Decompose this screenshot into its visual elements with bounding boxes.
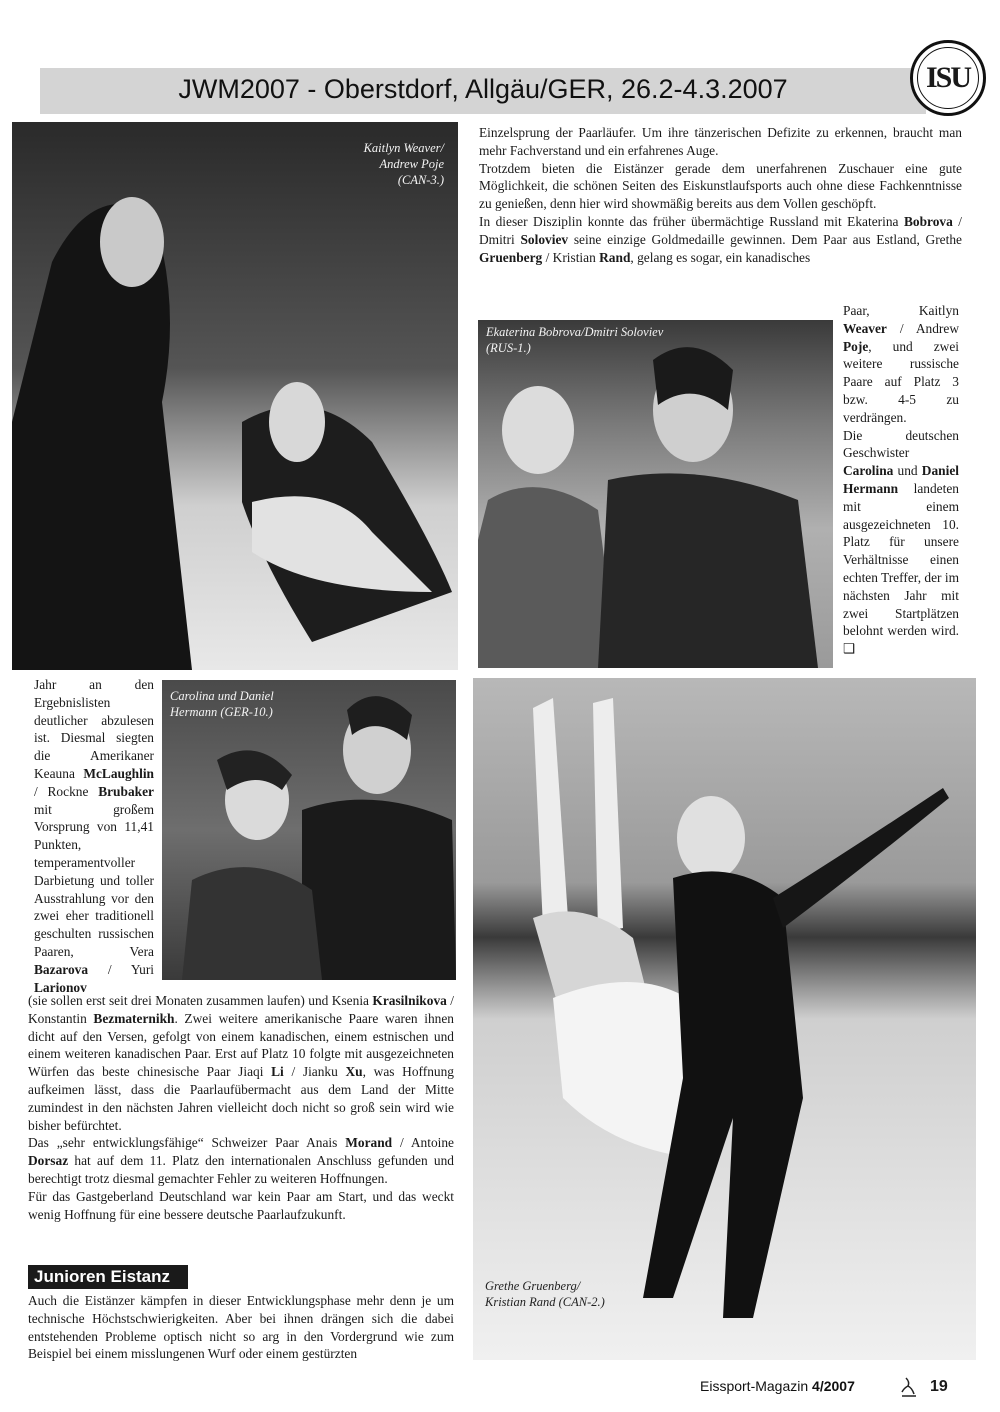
article-text-section: Auch die Eistänzer kämpfen in dieser Entwicklungsphase mehr denn je um technische Höchstschwierigkeiten. Aber bei ihnen drängen sich die dabei entstehenden Probleme optisch nicht so arg in den Vordergrund wie zum Beispiel bei einem misslungenen Wurf oder einem gestürzten [28,1293,454,1362]
isu-logo [910,40,986,116]
article-text-bottom-left: (sie sollen erst seit drei Monaten zusammen laufen) und Ksenia Krasilnikova / Konstantin Bezmaternikh. Zwei weitere amerikanische Paare waren ihnen dicht auf den Versen, gefolgt von einem kanadischen, einem estnischen und einem weiteren kanadischen Paar. Erst auf Platz 10 folgte mit ausgezeichneten Würfen das beste chinesische Paar Jiaqi Li / Jianku Xu, was Hoffnung aufkeimen lässt, dass die Paarlaufübermacht aus dem Land der Mitte zumindest in den nächsten Jahren vielleicht doch nicht so groß sein wird wie bisher befürchtet. Das „sehr entwicklungsfähige“ Schweizer Paar Anais Morand / Antoine Dorsaz hat auf dem 11. Platz den internationalen Anschluss gefunden und berechtigt trotz diesmal gemachter Fehler zu weiteren Hoffnungen. Für das Gastgeberland Deutschland war kein Paar am Start, und das weckt wenig Hoffnung für eine bessere deutsche Paarlaufzukunft. [28,993,454,1222]
caption-line: Grethe Gruenberg/ [485,1279,581,1293]
photo-hermann [162,680,456,980]
article-text-narrow-right: Paar, Kaitlyn Weaver / Andrew Poje, und zwei weitere russische Paare auf Platz 3 bzw. 4-5 zu verdrängen. Die deutschen Geschwister Carolina und Daniel Hermann landeten mit einem ausgezeichneten 10. Platz für unsere Verhältnisse einen echten Treffer, der im nächsten Jahr mit zwei Startplätzen belohnt werden wird. ❑ [843,303,959,657]
photo-hermann-image [162,680,456,980]
article-text-narrow-left: Jahr an den Ergebnislisten deutlicher abzulesen ist. Diesmal siegten die Amerikaner Keauna McLaughlin / Rockne Brubaker mit großem Vorsprung von 11,41 Punkten, temperamentvoller Darbietung und toller Ausstrahlung vor den zwei eher traditionell geschulten russischen Paaren, Vera Bazarova / Yuri Larionov [34,677,154,995]
photo-gruenberg-rand-image [473,678,976,1360]
footer-issue: 4/2007 [812,1378,855,1394]
photo-weaver-poje [12,122,458,670]
photo-gruenberg-rand [473,678,976,1360]
photo-weaver-poje-caption [364,140,444,188]
photo-bobrova-soloviev [478,320,833,668]
caption-line: (RUS-1.) [486,341,531,355]
photo-bobrova-soloviev-image [478,320,833,668]
header-bar [40,68,926,114]
caption-line: Hermann (GER-10.) [170,705,273,719]
photo-hermann-caption [170,688,274,720]
article-text-top-right: Einzelsprung der Paarläufer. Um ihre tänzerischen Defizite zu erkennen, braucht man mehr Fachverstand und ein erfahrenes Auge. Trotzdem bieten die Eistänzer gerade dem unerfahrenen Zuschauer eine gute Möglichkeit, die schönen Seiten des Eiskunstlaufsports auch ohne diese Fachkenntnisse zu genießen, denn hier wird showmäßig bereits aus dem Vollen geschöpft. In dieser Disziplin konnte das früher übermächtige Russland mit Ekaterina Bobrova / Dmitri Soloviev seine einzige Goldmedaille gewinnen. Dem Paar aus Estland, Grethe Gruenberg / Kristian Rand, gelang es sogar, ein kanadisches [479,125,962,265]
caption-line: Andrew Poje [379,157,444,171]
page-number: 19 [930,1378,948,1395]
caption-line: Ekaterina Bobrova/Dmitri Soloviev [486,325,664,339]
footer-magazine-name: Eissport-Magazin [700,1378,809,1394]
footer-magazine [700,1378,855,1394]
isu-logo-text: ISU [917,47,979,109]
photo-bobrova-caption [486,324,663,356]
caption-line: Kaitlyn Weaver/ [363,141,444,155]
section-heading: Junioren Eistanz [28,1265,188,1289]
caption-line: Kristian Rand (CAN-2.) [485,1295,605,1309]
photo-weaver-poje-image [12,122,458,670]
photo-gruenberg-caption [485,1278,605,1310]
caption-line: (CAN-3.) [397,173,444,187]
skater-icon [896,1374,922,1400]
page-title: JWM2007 - Oberstdorf, Allgäu/GER, 26.2-4.3.2007 [178,74,788,104]
caption-line: Carolina und Daniel [170,689,274,703]
